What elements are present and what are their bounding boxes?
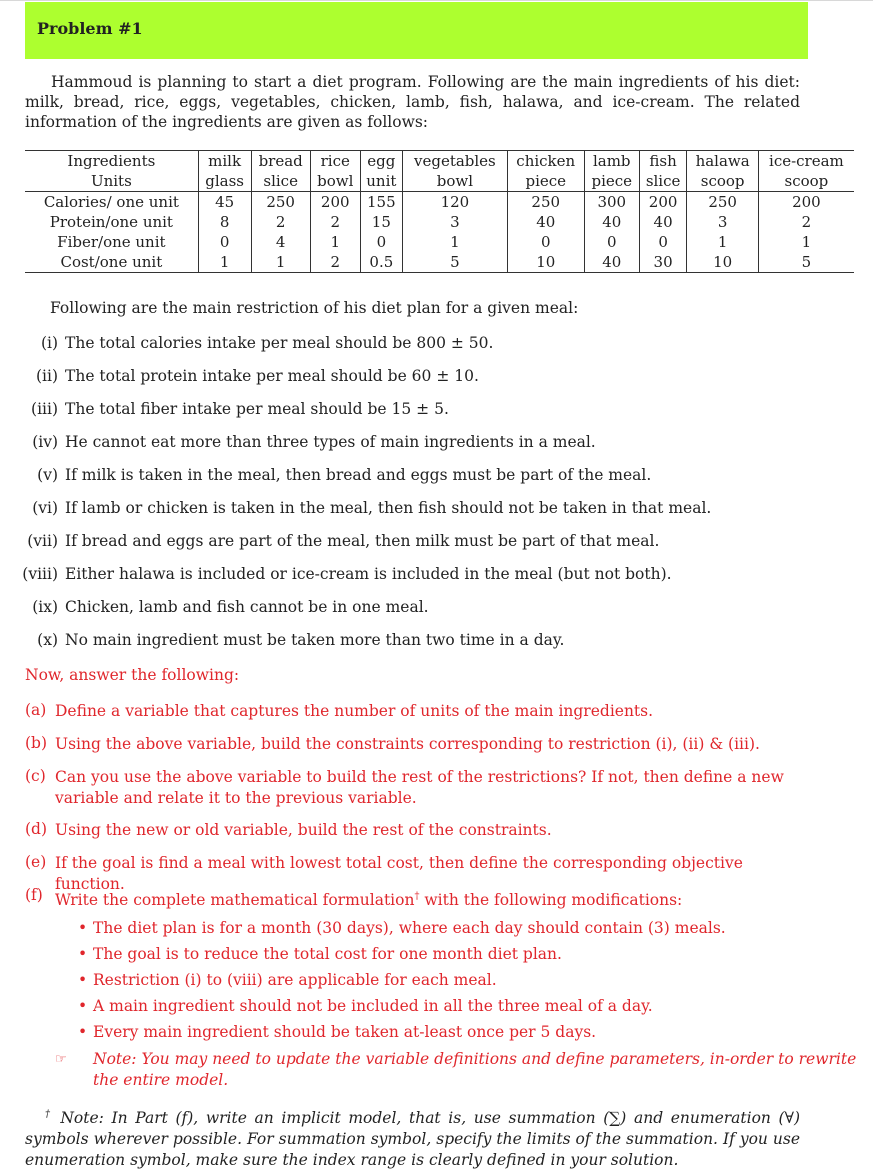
ingredients-table — [25, 150, 854, 273]
restriction-text: If bread and eggs are part of the meal, then milk must be part of that meal. — [65, 532, 660, 550]
question-text-part: with the following modifications: — [419, 891, 683, 910]
row-label-cell: Fiber/one unit — [57, 233, 166, 251]
table-cell: bowl — [403, 171, 508, 192]
question-number: (e) — [25, 853, 47, 871]
table-row — [25, 212, 854, 232]
restriction-text: The total fiber intake per meal should be 15 ± 5. — [65, 400, 449, 418]
table-cell: 0 — [360, 232, 402, 252]
bullet-text: The goal is to reduce the total cost for one month diet plan. — [93, 945, 562, 963]
problem-header — [25, 2, 808, 59]
table-cell: 0 — [507, 232, 584, 252]
table-cell: chicken — [507, 151, 584, 172]
table-cell: vegetables — [403, 151, 508, 172]
table-cell: 2 — [251, 212, 310, 232]
restriction-number: (x) — [37, 631, 58, 649]
table-header-row — [25, 151, 854, 172]
row-label-cell: Protein/one unit — [49, 213, 173, 231]
questions-lead: Now, answer the following: — [25, 666, 240, 684]
table-cell: ice-cream — [758, 151, 854, 172]
table-cell: 0 — [639, 232, 687, 252]
question-text: Can you use the above variable to build the rest of the restrictions? If not, then define a new variable and relate it to the previous variable. — [55, 768, 784, 807]
page-title: Problem #1 — [37, 19, 143, 38]
restriction-text: Either halawa is included or ice-cream is included in the meal (but not both). — [65, 565, 672, 583]
table-cell: halawa — [687, 151, 758, 172]
table-cell: 45 — [198, 192, 251, 213]
table-cell: 155 — [360, 192, 402, 213]
hand-pointer-icon: ☞ — [55, 1052, 67, 1067]
table-cell: scoop — [758, 171, 854, 192]
bullet-text: The diet plan is for a month (30 days), where each day should contain (3) meals. — [93, 919, 726, 937]
table-cell: 250 — [507, 192, 584, 213]
table-cell: 200 — [639, 192, 687, 213]
table-cell: 10 — [507, 252, 584, 273]
table-cell: 250 — [251, 192, 310, 213]
bullet-icon: • — [78, 997, 88, 1015]
note-line: the entire model. — [93, 1071, 229, 1089]
table-cell: 30 — [639, 252, 687, 273]
question-number: (f) — [25, 886, 43, 904]
restriction-text: If lamb or chicken is taken in the meal, then fish should not be taken in that meal. — [65, 499, 712, 517]
footnote — [25, 1104, 800, 1171]
restrictions-lead: Following are the main restriction of his diet plan for a given meal: — [50, 299, 579, 317]
table-cell: piece — [507, 171, 584, 192]
table-cell: 2 — [758, 212, 854, 232]
bullet-text: Restriction (i) to (viii) are applicable for each meal. — [93, 971, 497, 989]
restriction-number: (i) — [40, 334, 58, 352]
restriction-number: (v) — [37, 466, 58, 484]
restriction-number: (ii) — [35, 367, 58, 385]
table-cell: 40 — [584, 252, 639, 273]
table-row — [25, 171, 854, 192]
question-text: Using the new or old variable, build the rest of the constraints. — [55, 821, 552, 839]
bullet-icon: • — [78, 1023, 88, 1041]
table-cell: 0 — [584, 232, 639, 252]
table-cell: 40 — [639, 212, 687, 232]
bullet-text: A main ingredient should not be included in all the three meal of a day. — [93, 997, 653, 1015]
table-cell: 1 — [687, 232, 758, 252]
table-cell: glass — [198, 171, 251, 192]
restriction-text: If milk is taken in the meal, then bread and eggs must be part of the meal. — [65, 466, 652, 484]
table-cell: 4 — [251, 232, 310, 252]
table-cell: unit — [360, 171, 402, 192]
question-number: (d) — [25, 820, 48, 838]
question-text: Define a variable that captures the number of units of the main ingredients. — [55, 702, 654, 720]
restriction-number: (vi) — [32, 499, 58, 517]
row-label-cell: Calories/ one unit — [43, 193, 179, 211]
table-cell: 120 — [403, 192, 508, 213]
table-cell: piece — [584, 171, 639, 192]
question-text: Using the above variable, build the constraints corresponding to restriction (i), (ii) & (iii). — [55, 735, 760, 753]
bullet-text: Every main ingredient should be taken at-least once per 5 days. — [93, 1023, 597, 1041]
table-cell: 1 — [403, 232, 508, 252]
restriction-text: He cannot eat more than three types of main ingredients in a meal. — [65, 433, 596, 451]
restriction-text: The total calories intake per meal should be 800 ± 50. — [65, 334, 494, 352]
table-cell: lamb — [584, 151, 639, 172]
table-row — [25, 252, 854, 273]
table-cell: 1 — [310, 232, 360, 252]
table-cell: 40 — [507, 212, 584, 232]
dagger-mark: † — [414, 891, 420, 902]
table-cell: 2 — [310, 252, 360, 273]
table-cell: 3 — [687, 212, 758, 232]
table-cell: scoop — [687, 171, 758, 192]
table-row — [25, 192, 854, 213]
restriction-number: (iv) — [32, 433, 58, 451]
bullet-icon: • — [78, 945, 88, 963]
top-rule — [0, 0, 873, 1]
row-label-cell: Units — [25, 171, 198, 192]
question-text: If the goal is find a meal with lowest total cost, then define the corresponding objective function. — [55, 854, 743, 893]
question-number: (c) — [25, 767, 46, 785]
question-text — [55, 886, 800, 911]
table-cell: 1 — [198, 252, 251, 273]
table-cell: 10 — [687, 252, 758, 273]
table-cell: 0 — [198, 232, 251, 252]
table-cell: bread — [251, 151, 310, 172]
table-cell: slice — [639, 171, 687, 192]
table-cell: 15 — [360, 212, 402, 232]
table-cell: 8 — [198, 212, 251, 232]
table-cell: 3 — [403, 212, 508, 232]
table-cell: 5 — [758, 252, 854, 273]
table-cell: slice — [251, 171, 310, 192]
restriction-text: No main ingredient must be taken more than two time in a day. — [65, 631, 565, 649]
table-cell: rice — [310, 151, 360, 172]
intro-paragraph: Hammoud is planning to start a diet program. Following are the main ingredients of his diet: milk, bread, rice, eggs, vegetables, chicken, lamb, fish, halawa, and ice-cream. The related information of the ingredients are given as follows: — [25, 73, 800, 131]
table-cell: 300 — [584, 192, 639, 213]
table-cell: 200 — [310, 192, 360, 213]
table-cell: 40 — [584, 212, 639, 232]
row-label-cell: Cost/one unit — [25, 252, 198, 273]
table-cell: 0.5 — [360, 252, 402, 273]
table-cell: milk — [198, 151, 251, 172]
restriction-number: (ix) — [32, 598, 58, 616]
dagger-mark: † — [45, 1109, 53, 1120]
restriction-text: Chicken, lamb and fish cannot be in one meal. — [65, 598, 429, 616]
question-number: (a) — [25, 701, 47, 719]
table-cell: egg — [360, 151, 402, 172]
table-cell: 1 — [758, 232, 854, 252]
table-cell: bowl — [310, 171, 360, 192]
bullet-icon: • — [78, 919, 88, 937]
restriction-number: (vii) — [27, 532, 58, 550]
footnote-text: Note: In Part (f), write an implicit model, that is, use summation (∑) and enumeration (∀) symbols wherever possible. For summation symbol, specify the limits of the summation. If you use enumeration symbol, make sure the index range is clearly defined in your solution. — [25, 1109, 800, 1170]
note-line: Note: You may need to update the variable definitions and define parameters, in-order to rewrite — [93, 1050, 857, 1068]
restriction-number: (iii) — [31, 400, 58, 418]
table-row — [25, 232, 854, 252]
restriction-text: The total protein intake per meal should be 60 ± 10. — [65, 367, 479, 385]
bullet-icon: • — [78, 971, 88, 989]
table-cell: 5 — [403, 252, 508, 273]
table-cell: 200 — [758, 192, 854, 213]
row-label-cell: Ingredients — [25, 151, 198, 172]
question-text-part: Write the complete mathematical formulation — [55, 891, 415, 910]
table-cell: 1 — [251, 252, 310, 273]
restriction-number: (viii) — [22, 565, 58, 583]
question-number: (b) — [25, 734, 48, 752]
table-cell: fish — [639, 151, 687, 172]
table-cell: 2 — [310, 212, 360, 232]
table-cell: 250 — [687, 192, 758, 213]
